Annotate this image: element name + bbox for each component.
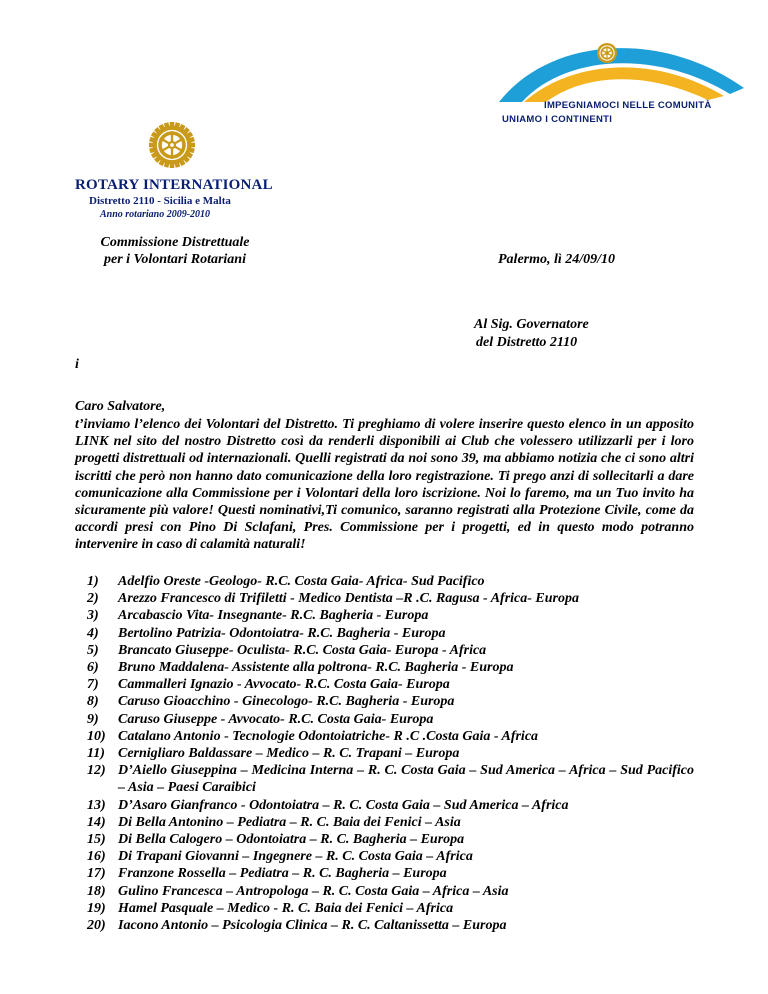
- list-item-number: 19): [87, 900, 106, 916]
- list-item: [87, 573, 694, 590]
- list-item-text: Di Bella Calogero – Odontoiatra – R. C. Bagheria – Europa: [118, 832, 465, 848]
- list-item: [87, 607, 694, 624]
- list-item-text: Caruso Gioacchino - Ginecologo- R.C. Bagheria - Europa: [118, 694, 455, 710]
- commission-line2: per i Volontari Rotariani: [104, 252, 246, 267]
- list-item: [87, 711, 694, 728]
- commission-line1: Commissione Distrettuale: [100, 235, 250, 250]
- recipient: [474, 316, 589, 352]
- district-name: Distretto 2110 - Sicilia e Malta: [89, 195, 231, 207]
- rotary-year: Anno rotariano 2009-2010: [100, 209, 211, 220]
- commission-name: [75, 234, 275, 268]
- list-item: [87, 693, 694, 710]
- list-item: [87, 900, 694, 917]
- list-item-number: 2): [87, 591, 99, 607]
- list-item: [87, 831, 694, 848]
- list-item-text: Cernigliaro Baldassare – Medico – R. C. Trapani – Europa: [118, 746, 460, 762]
- list-item-text: D’Aiello Giuseppina – Medicina Interna – R. C. Costa Gaia – Sud America – Africa – Sud Pacifico – Asia – Paesi Caraibici: [118, 763, 694, 796]
- list-item-number: 17): [87, 866, 106, 882]
- volunteer-list: [87, 573, 694, 934]
- theme-slogan-line2: UNIAMO I CONTINENTI: [502, 114, 613, 125]
- salutation: Caro Salvatore,: [75, 399, 166, 414]
- list-item-number: 13): [87, 797, 106, 813]
- rotary-wheel-logo: [149, 122, 195, 168]
- list-item-number: 10): [87, 728, 106, 744]
- list-item-number: 8): [87, 694, 99, 710]
- list-item: [87, 814, 694, 831]
- letter-body: t’inviamo l’elenco dei Volontari del Distretto. Ti preghiamo di volere inserire questo elenco in un apposito LINK nel sito del nostro Distretto così da renderli disponibili ai Club che volessero utilizzarli per i loro progetti distrettuali od internazionali. Quelli registrati da noi sono 39, ma abbiamo notizia che ci sono altri iscritti che però non hanno dato comunicazione della loro registrazione. Ti prego anzi di sollecitarli a dare comunicazione alla Commissione per i Volontari della loro iscrizione. Noi lo faremo, ma un Tuo invito ha sicuramente più valore! Questi nominativi,Ti comunico, saranno registrati alla Protezione Civile, come da accordi presi con Pino Di Sclafani, Pres. Commissione per i progetti, ed in questo modo potranno intervenire in caso di calamità naturali!: [75, 417, 694, 553]
- list-item-number: 14): [87, 814, 106, 830]
- list-item-number: 6): [87, 660, 99, 676]
- recipient-line1: Al Sig. Governatore: [474, 317, 589, 332]
- list-item-text: D’Asaro Gianfranco - Odontoiatra – R. C. Costa Gaia – Sud America – Africa: [118, 797, 569, 813]
- list-item-number: 18): [87, 883, 106, 899]
- list-item-number: 20): [87, 918, 106, 934]
- list-item-number: 7): [87, 677, 99, 693]
- list-item-text: Franzone Rossella – Pediatra – R. C. Bagheria – Europa: [118, 866, 447, 882]
- place-date: Palermo, lì 24/09/10: [498, 252, 616, 267]
- organization-name: ROTARY INTERNATIONAL: [75, 177, 273, 193]
- list-item: [87, 659, 694, 676]
- stray-mark: i: [75, 357, 79, 372]
- list-item: [87, 590, 694, 607]
- list-item-text: Di Trapani Giovanni – Ingegnere – R. C. Costa Gaia – Africa: [118, 849, 473, 865]
- recipient-line2: del Distretto 2110: [476, 335, 578, 350]
- list-item-text: Caruso Giuseppe - Avvocato- R.C. Costa Gaia- Europa: [118, 711, 434, 727]
- list-item-text: Gulino Francesca – Antropologa – R. C. Costa Gaia – Africa – Asia: [118, 883, 509, 899]
- list-item-number: 5): [87, 642, 99, 658]
- list-item-number: 3): [87, 608, 99, 624]
- list-item-number: 11): [87, 746, 105, 762]
- theme-slogan-line1: IMPEGNIAMOCI NELLE COMUNITÀ: [544, 100, 712, 111]
- list-item-number: 4): [87, 625, 99, 641]
- list-item-number: 16): [87, 849, 106, 865]
- list-item-number: 1): [87, 574, 99, 589]
- list-item: [87, 883, 694, 900]
- list-item: [87, 642, 694, 659]
- list-item: [87, 865, 694, 882]
- list-item: [87, 625, 694, 642]
- list-item-text: Cammalleri Ignazio - Avvocato- R.C. Costa Gaia- Europa: [118, 677, 450, 693]
- list-item-text: Bertolino Patrizia- Odontoiatra- R.C. Bagheria - Europa: [118, 625, 446, 641]
- list-item-text: Hamel Pasquale – Medico - R. C. Baia dei Fenici – Africa: [118, 900, 454, 916]
- list-item: [87, 745, 694, 762]
- list-item: [87, 848, 694, 865]
- list-item: [87, 728, 694, 745]
- list-item: [87, 917, 694, 934]
- list-item: [87, 797, 694, 814]
- list-item-text: Arcabascio Vita- Insegnante- R.C. Bagheria - Europa: [118, 608, 429, 624]
- list-item-number: 9): [87, 711, 99, 727]
- list-item: [87, 762, 694, 796]
- list-item-text: Iacono Antonio – Psicologia Clinica – R. C. Caltanissetta – Europa: [118, 918, 507, 934]
- list-item-text: Arezzo Francesco di Trifiletti - Medico Dentista –R .C. Ragusa - Africa- Europa: [118, 591, 579, 607]
- list-item-text: Catalano Antonio - Tecnologie Odontoiatriche- R .C .Costa Gaia - Africa: [118, 728, 539, 744]
- list-item-text: Bruno Maddalena- Assistente alla poltrona- R.C. Bagheria - Europa: [118, 660, 514, 676]
- list-item-number: 15): [87, 832, 106, 848]
- list-item-text: Adelfio Oreste -Geologo- R.C. Costa Gaia- Africa- Sud Pacifico: [118, 574, 485, 589]
- list-item: [87, 676, 694, 693]
- list-item-text: Brancato Giuseppe- Oculista- R.C. Costa Gaia- Europa - Africa: [118, 642, 487, 658]
- list-item-text: Di Bella Antonino – Pediatra – R. C. Baia dei Fenici – Asia: [118, 814, 461, 830]
- list-item-number: 12): [87, 763, 106, 779]
